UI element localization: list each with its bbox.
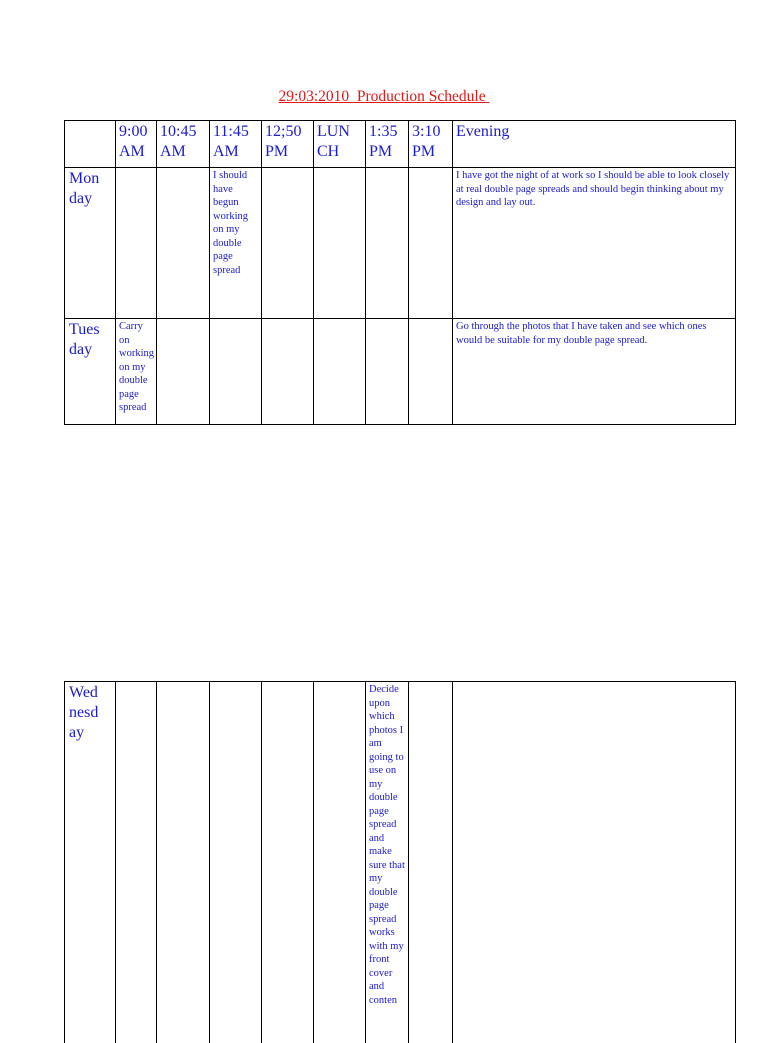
tuesday-lunch [314,319,366,425]
header-135pm: 1:35 PM [366,121,409,168]
tuesday-evening: Go through the photos that I have taken and see which ones would be suitable for my double page spread. [453,319,736,425]
header-1045am: 10:45 AM [157,121,210,168]
tuesday-310pm [409,319,453,425]
wednesday-lunch [314,682,366,1043]
monday-310pm [409,168,453,319]
schedule-table-continued [64,681,736,1043]
tuesday-135pm [366,319,409,425]
monday-1145am: I should have begun working on my double page spread [210,168,262,319]
header-row [65,121,736,168]
header-lunch: LUN CH [314,121,366,168]
tuesday-1250pm [262,319,314,425]
page-title: 29:03:2010 Production Schedule [0,88,768,106]
monday-row [65,168,736,319]
monday-evening: I have got the night of at work so I should be able to look closely at real double page spreads and should begin thinking about my design and lay out. [453,168,736,319]
tuesday-1045am [157,319,210,425]
tuesday-1145am [210,319,262,425]
header-1145am: 11:45 AM [210,121,262,168]
tuesday-label: Tues day [65,319,116,425]
wednesday-row [65,682,736,1043]
tuesday-9am: Carry on working on my double page spread [116,319,157,425]
tuesday-row [65,319,736,425]
wednesday-evening [453,682,736,1043]
wednesday-9am [116,682,157,1043]
wednesday-1045am [157,682,210,1043]
schedule-table [64,120,736,425]
wednesday-310pm [409,682,453,1043]
monday-9am [116,168,157,319]
header-1250pm: 12;50 PM [262,121,314,168]
header-evening: Evening [453,121,736,168]
monday-135pm [366,168,409,319]
wednesday-label: Wed nesd ay [65,682,116,1043]
monday-lunch [314,168,366,319]
wednesday-1250pm [262,682,314,1043]
header-9am: 9:00 AM [116,121,157,168]
monday-1250pm [262,168,314,319]
monday-label: Mon day [65,168,116,319]
wednesday-135pm: Decide upon which photos I am going to use on my double page spread and make sure that my double page spread works with my front cover and conten [366,682,409,1043]
monday-1045am [157,168,210,319]
corner-cell [65,121,116,168]
header-310pm: 3:10 PM [409,121,453,168]
wednesday-1145am [210,682,262,1043]
